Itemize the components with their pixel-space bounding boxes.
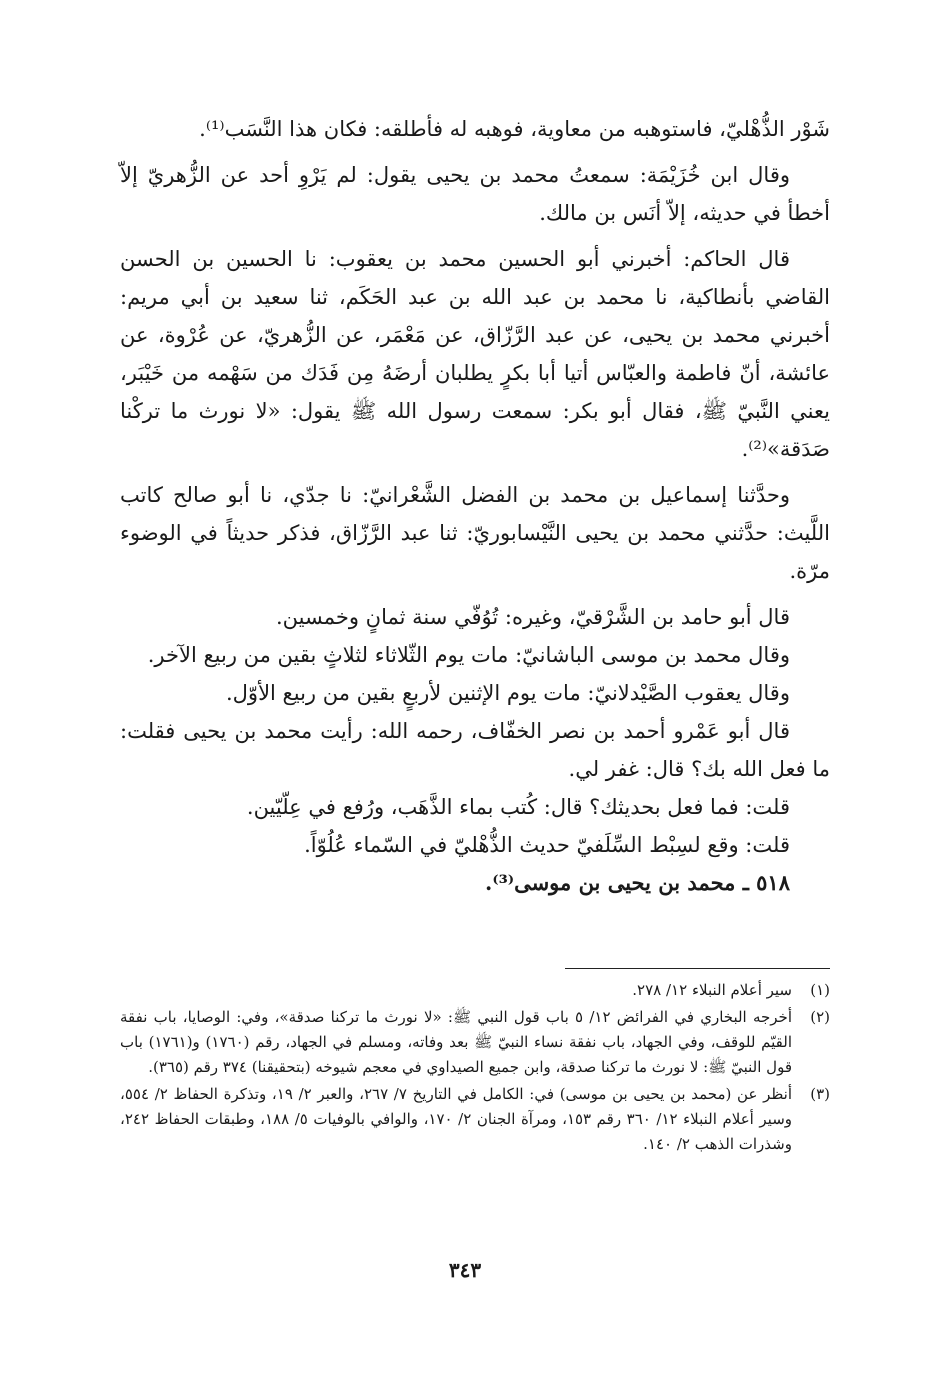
paragraph: وقال محمد بن موسى الباشانيّ: مات يوم الثّلاثاء لثلاثٍ بقين من ربيع الآخر. <box>147 643 790 667</box>
footnote-number: (٣) <box>810 1085 830 1103</box>
page-number: ٣٤٣ <box>448 1258 482 1282</box>
paragraph: قلت: وقع لسِبْط السِّلَفيّ حديث الذُّهْليّ في السّماء عُلُوّاً. <box>304 833 790 857</box>
footnotes <box>120 978 830 1159</box>
paragraph: وقال ابن خُزَيْمَة: سمعتُ محمد بن يحيى يقول: لم يَرْوِ أحد عن الزُّهريّ إلاّ أخطأ في حديثه، إلاّ أنَس بن مالك. <box>120 163 830 225</box>
footnote-text: أخرجه البخاري في الفرائض ١٢/ ٥ باب قول النبي ﷺ: «لا نورث ما تركنا صدقة»، وفي: الوصايا، باب نفقة القيّم للوقف، وفي الجهاد، باب نفقة نساء النبيّ ﷺ بعد وفاته، ومسلم في الجهاد، رقم (١٧٦٠) و(١٧٦١) باب قول النبيّ ﷺ: لا نورث ما تركنا صدقة، وابن جميع الصيداوي في معجم شيوخه (بتحقيقنا) ٣٧٤ رقم (٣٦٥). <box>120 1008 792 1076</box>
footnote-item <box>120 1082 830 1157</box>
footnote-divider <box>565 968 830 969</box>
paragraph: قال أبو حامد بن الشَّرْقيّ، وغيره: تُوُفّي سنة ثمانٍ وخمسين. <box>275 605 790 629</box>
footnote-item <box>120 978 830 1003</box>
paragraph: قلت: فما فعل بحديثك؟ قال: كُتب بماء الذَّهَب، ورُفع في عِلّيّين. <box>246 795 790 819</box>
paragraph: قال الحاكم: أخبرني أبو الحسين محمد بن يعقوب: نا الحسين بن الحسن القاضي بأنطاكية، نا محمد بن عبد الله بن عبد الحَكَم، ثنا سعيد بن أبي مريم: أخبرني محمد بن يحيى، عن عبد الرَّزّاق، عن مَعْمَر، عن الزُّهريّ، عن عُرْوة، عن عائشة، أنّ فاطمة والعبّاس أتيا أبا بكرٍ يطلبان أرضَهُ مِن فَدَك من سَهْمه من خَيْبَر، يعني النَّبيّ ﷺ، فقال أبو بكر: سمعت رسول الله ﷺ يقول: «لا نورث ما تركْنا صَدَقة»⁽²⁾. <box>120 247 830 461</box>
paragraph: قال أبو عَمْرو أحمد بن نصر الخفّاف، رحمه الله: رأيت محمد بن يحيى فقلت: ما فعل الله بك؟ قال: غفر لي. <box>120 719 830 781</box>
footnote-text: سير أعلام النبلاء ١٢/ ٢٧٨. <box>632 981 792 999</box>
footnote-number: (٢) <box>810 1008 830 1026</box>
paragraph: وقال يعقوب الصَّيْدلانيّ: مات يوم الإثنين لأربعٍ بقين من ربيع الأوّل. <box>226 681 790 705</box>
footnote-text: أنظر عن (محمد بن يحيى بن موسى) في: الكامل في التاريخ ٧/ ٢٦٧، والعبر ٢/ ١٩، وتذكرة الحفاظ ٢/ ٥٥٤، وسير أعلام النبلاء ١٢/ ٣٦٠ رقم ١٥٣، ومرآة الجنان ٢/ ١٧٠، والوافي بالوفيات ٥/ ١٨٨، وطبقات الحفاظ ٢٤٢، وشذرات الذهب ٢/ ١٤٠. <box>120 1085 793 1153</box>
entry-heading: ٥١٨ ـ محمد بن يحيى بن موسى⁽³⁾. <box>485 870 790 895</box>
footnote-number: (١) <box>810 981 830 999</box>
main-text <box>120 110 830 902</box>
footnote-item <box>120 1005 830 1080</box>
paragraph: وحدَّثنا إسماعيل بن محمد بن الفضل الشَّعْرانيّ: نا جدّي، نا أبو صالح كاتب اللَّيث: حدَّثني محمد بن يحيى النَّيْسابوريّ: ثنا عبد الرَّزّاق، فذكر حديثاً في الوضوء مرّة. <box>120 483 830 583</box>
paragraph: شَوْر الذُّهْليّ، فاستوهبه من معاوية، فوهبه له فأطلقه: فكان هذا النَّسَب⁽¹⁾. <box>199 117 830 141</box>
